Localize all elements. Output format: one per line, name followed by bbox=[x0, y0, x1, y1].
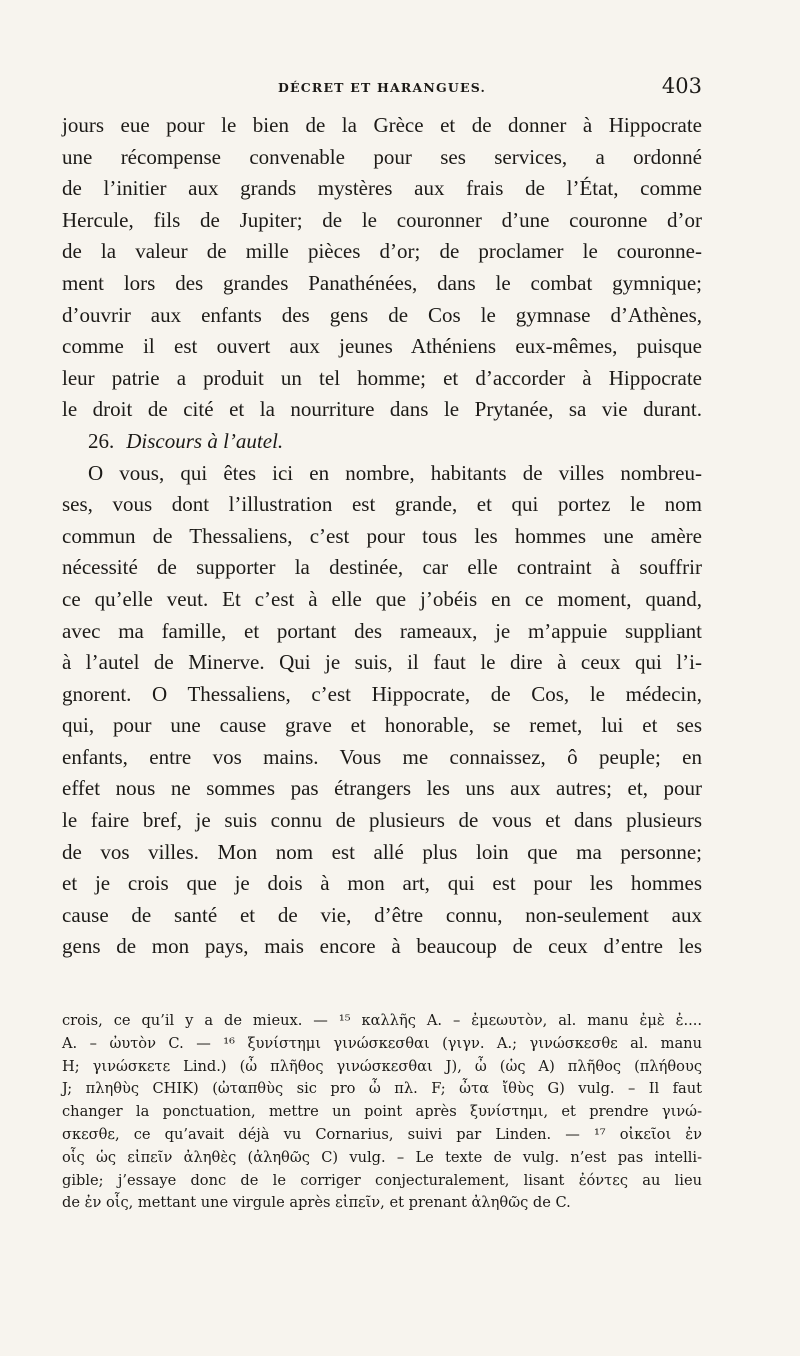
text-line: de l’initier aux grands mystères aux frais de l’État, comme bbox=[62, 176, 702, 201]
text-line: commun de Thessaliens, c’est pour tous les hommes une amère bbox=[62, 523, 702, 548]
text-line: qui, pour une cause grave et honorable, se remet, lui et ses bbox=[62, 713, 702, 738]
text-line: le droit de cité et la nourriture dans le Prytanée, sa vie durant. bbox=[62, 397, 702, 422]
text-line: enfants, entre vos mains. Vous me connaissez, ô peuple; en bbox=[62, 744, 702, 769]
text-line: avec ma famille, et portant des rameaux, je m’appuie suppliant bbox=[62, 618, 702, 643]
footnote-line: A. – ὠυτὸν C. — ¹⁶ ξυνίστημι γινώσκεσθαι (γιγν. A.; γινώσκεσθε al. manu bbox=[62, 1034, 702, 1052]
text-line: d’ouvrir aux enfants des gens de Cos le gymnase d’Athènes, bbox=[62, 302, 702, 327]
running-head bbox=[62, 72, 702, 100]
text-line: gnorent. O Thessaliens, c’est Hippocrate, de Cos, le médecin, bbox=[62, 681, 702, 706]
footnote-line: H; γινώσκετε Lind.) (ὦ πλῆθος γινώσκεσθαι J), ὦ (ὡς A) πλῆθος (πλήθους bbox=[62, 1057, 702, 1075]
text-line: cause de santé et de vie, d’être connu, non-seulement aux bbox=[62, 902, 702, 927]
running-title: DÉCRET ET HARANGUES. bbox=[277, 80, 487, 95]
text-line: ses, vous dont l’illustration est grande, et qui portez le nom bbox=[62, 492, 702, 517]
text-line: jours eue pour le bien de la Grèce et de donner à Hippocrate bbox=[62, 113, 702, 137]
text-line: Hercule, fils de Jupiter; de le couronner d’une couronne d’or bbox=[62, 207, 702, 232]
text-line: de vos villes. Mon nom est allé plus loin que ma personne; bbox=[62, 839, 702, 864]
text-line: ce qu’elle veut. Et c’est à elle que j’obéis en ce moment, quand, bbox=[62, 586, 702, 611]
text-line: effet nous ne sommes pas étrangers les uns aux autres; et, pour bbox=[62, 776, 702, 801]
section-title: Discours à l’autel. bbox=[126, 428, 284, 453]
text-line: et je crois que je dois à mon art, qui est pour les hommes bbox=[62, 871, 702, 896]
main-text bbox=[62, 110, 702, 963]
text-line: comme il est ouvert aux jeunes Athéniens eux-mêmes, puisque bbox=[62, 334, 702, 359]
text-line: de la valeur de mille pièces d’or; de proclamer le couronne- bbox=[62, 239, 702, 264]
text-line: leur patrie a produit un tel homme; et d’accorder à Hippocrate bbox=[62, 365, 702, 390]
footnote-line: σκεσθε, ce qu’avait déjà vu Cornarius, suivi par Linden. — ¹⁷ οἰκεῖοι ἐν bbox=[62, 1125, 702, 1143]
footnote-line: οἷς ὡς εἰπεῖν ἀληθὲς (ἀληθῶς C) vulg. – Le texte de vulg. n’est pas intelli- bbox=[62, 1148, 702, 1166]
text-line: gens de mon pays, mais encore à beaucoup de ceux d’entre les bbox=[62, 934, 702, 959]
text-line: une récompense convenable pour ses services, a ordonné bbox=[62, 144, 702, 169]
footnote-line: changer la ponctuation, mettre un point après ξυνίστημι, et prendre γινώ- bbox=[62, 1103, 702, 1121]
footnote-line: gible; j’essaye donc de le corriger conjecturalement, lisant ἐόντες au lieu bbox=[62, 1171, 702, 1189]
section-heading bbox=[62, 426, 702, 458]
page-number: 403 bbox=[661, 74, 702, 98]
footnote-line: crois, ce qu’il y a de mieux. — ¹⁵ καλλῆς A. – ἐμεωυτὸν, al. manu ἐμὲ ἐ.... bbox=[62, 1012, 702, 1029]
footnote-line: J; πληθὺς CHIK) (ὠταπθὺς sic pro ὦ πλ. F; ὦτα ἴθὺς G) vulg. – Il faut bbox=[62, 1080, 702, 1098]
text-line: le faire bref, je suis connu de plusieurs de vous et dans plusieurs bbox=[62, 808, 702, 833]
text-line: nécessité de supporter la destinée, car elle contraint à souffrir bbox=[62, 555, 702, 580]
text-line: O vous, qui êtes ici en nombre, habitants de villes nombreu- bbox=[88, 460, 702, 485]
section-number: 26. bbox=[88, 428, 115, 453]
footnotes bbox=[62, 1010, 702, 1215]
footnote-line: de ἐν οἷς, mettant une virgule après εἰπεῖν, et prenant ἀληθῶς de C. bbox=[62, 1194, 571, 1212]
text-line: ment lors des grandes Panathénées, dans le combat gymnique; bbox=[62, 270, 702, 295]
text-line: à l’autel de Minerve. Qui je suis, il faut le dire à ceux qui l’i- bbox=[62, 650, 702, 675]
